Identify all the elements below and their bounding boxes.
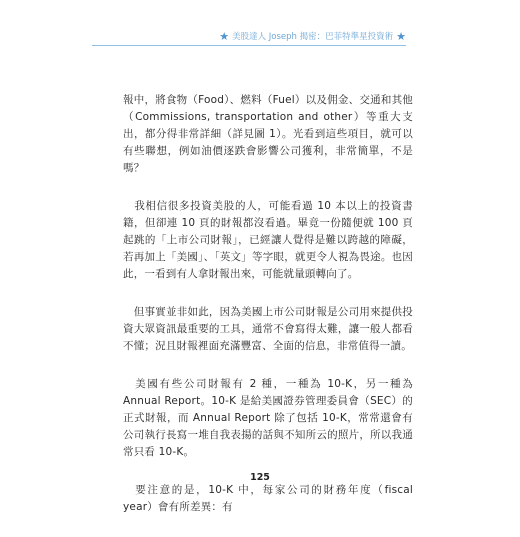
paragraph: 但事實並非如此，因為美國上市公司財報是公司用來提供投資大眾資訊最重要的工具，通常不會寫得太難，讓一般人都看不懂；況且財報裡面充滿豐富、全面的信息，非常值得一讀。 (123, 306, 413, 352)
paragraph: 報中，將食物（Food）、燃料（Fuel）以及佣金、交通和其他（Commissions, transportation and other）等重大支出，都分得非常詳細（詳見圖 1）。光看到這些項目，就可以有些聯想，例如油價逐跌會影響公司獲利，非常簡單，不是嗎？ (123, 94, 413, 174)
running-header (219, 30, 406, 42)
star-icon: ★ (219, 29, 230, 43)
paragraph: 要注意的是，10-K 中，每家公司的財務年度（fiscal year）會有所差異：有 (123, 484, 413, 513)
paragraph: 美國有些公司財報有 2 種，一種為 10-K，另一種為 Annual Report。10-K 是給美國證券管理委員會（SEC）的正式財報，而 Annual Report 除了包括 10-K，常常還會有公司執行長寫一堆自我表揚的話與不知所云的照片，所以我通常只看 10-K。 (123, 378, 413, 458)
paragraph: 我相信很多投資美股的人，可能看過 10 本以上的投資書籍，但卻連 10 頁的財報都沒看過。畢竟一份隨便就 100 頁起跳的「上市公司財報」，已經讓人覺得是難以跨越的障礙，若再加上「美國」、「英文」等字眼，就更令人視為畏途。也因此，一看到有人拿財報出來，可能就量頭轉向了。 (123, 200, 413, 280)
body-text (123, 92, 413, 537)
page-number: 125 (250, 472, 270, 483)
header-divider (92, 45, 406, 46)
star-icon: ★ (396, 29, 406, 43)
running-header-title: 美股達人 Joseph 揭密：巴菲特準星投資術 (232, 32, 394, 42)
